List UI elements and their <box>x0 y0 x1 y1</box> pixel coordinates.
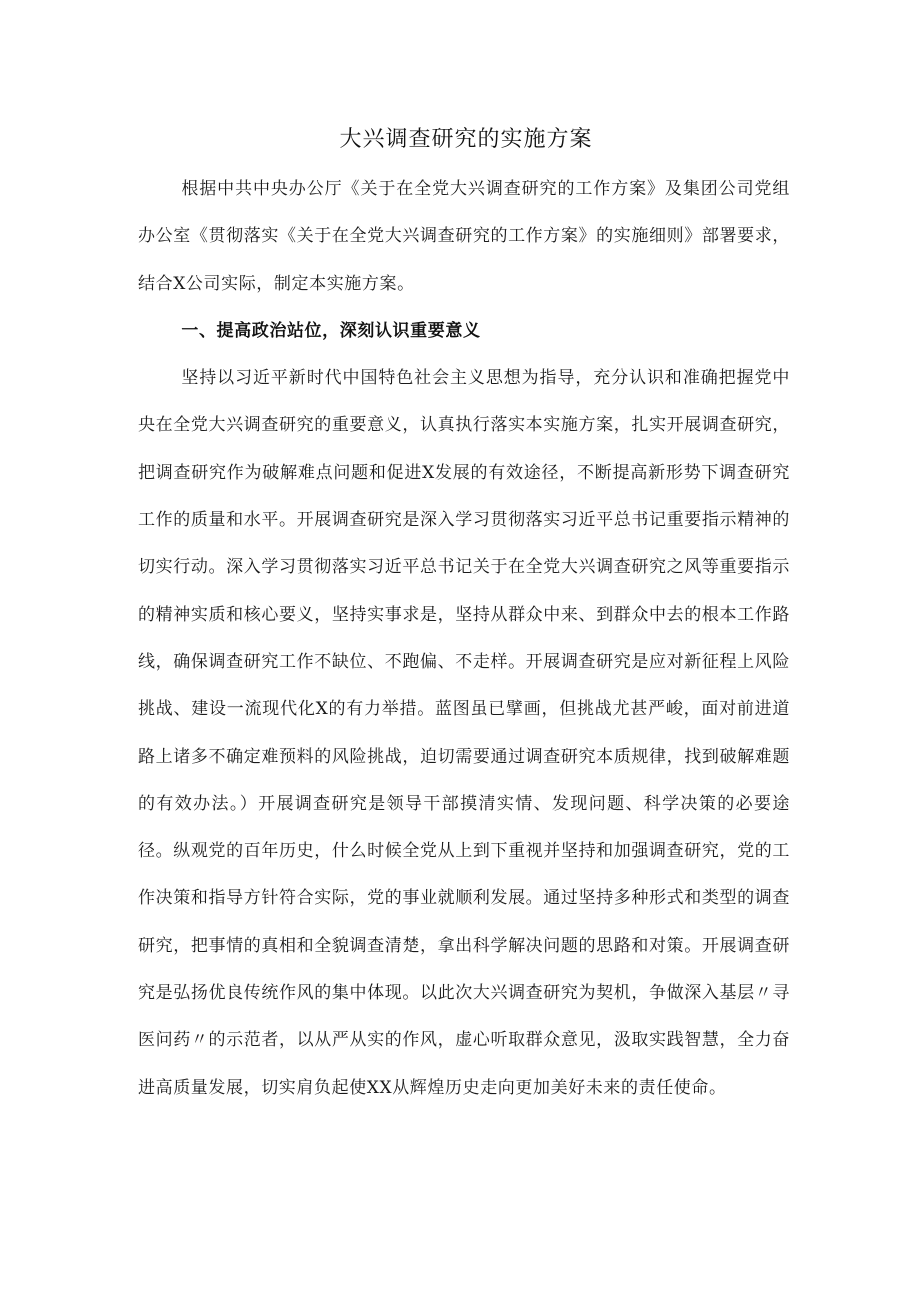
document-title: 大兴调查研究的实施方案 <box>339 127 593 152</box>
intro-paragraph: 根据中共中央办公厅《关于在全党大兴调查研究的工作方案》及集团公司党组办公室《贯彻落实《关于在全党大兴调查研究的工作方案》的实施细则》部署要求，结合X公司实际，制定本实施方案。 <box>138 179 790 294</box>
document-page <box>138 118 790 1112</box>
section-heading-1: 一、提高政治站位，深刻认识重要意义 <box>181 320 481 341</box>
section-1-body-paragraph: 坚持以习近平新时代中国特色社会主义思想为指导，充分认识和准确把握党中央在全党大兴调查研究的重要意义，认真执行落实本实施方案，扎实开展调查研究，把调查研究作为破解难点问题和促进X发展的有效途径，不断提高新形势下调查研究工作的质量和水平。开展调查研究是深入学习贯彻落实习近平总书记重要指示精神的切实行动。深入学习贯彻落实习近平总书记关于在全党大兴调查研究之风等重要指示的精神实质和核心要义，坚持实事求是，坚持从群众中来、到群众中去的根本工作路线，确保调查研究工作不缺位、不跑偏、不走样。开展调查研究是应对新征程上风险挑战、建设一流现代化X的有力举措。蓝图虽已擘画，但挑战尤甚严峻，面对前进道路上诸多不确定难预料的风险挑战，迫切需要通过调查研究本质规律，找到破解难题的有效办法。）开展调查研究是领导干部摸清实情、发现问题、科学决策的必要途径。纵观党的百年历史，什么时候全党从上到下重视并坚持和加强调查研究，党的工作决策和指导方针符合实际，党的事业就顺利发展。通过坚持多种形式和类型的调查研究，把事情的真相和全貌调查清楚，拿出科学解决问题的思路和对策。开展调查研究是弘扬优良传统作风的集中体现。以此次大兴调查研究为契机，争做深入基层〃寻医问药〃的示范者，以从严从实的作风，虚心听取群众意见，汲取实践智慧，全力奋进高质量发展，切实肩负起使XX从辉煌历史走向更加美好未来的责任使命。 <box>138 368 790 1098</box>
